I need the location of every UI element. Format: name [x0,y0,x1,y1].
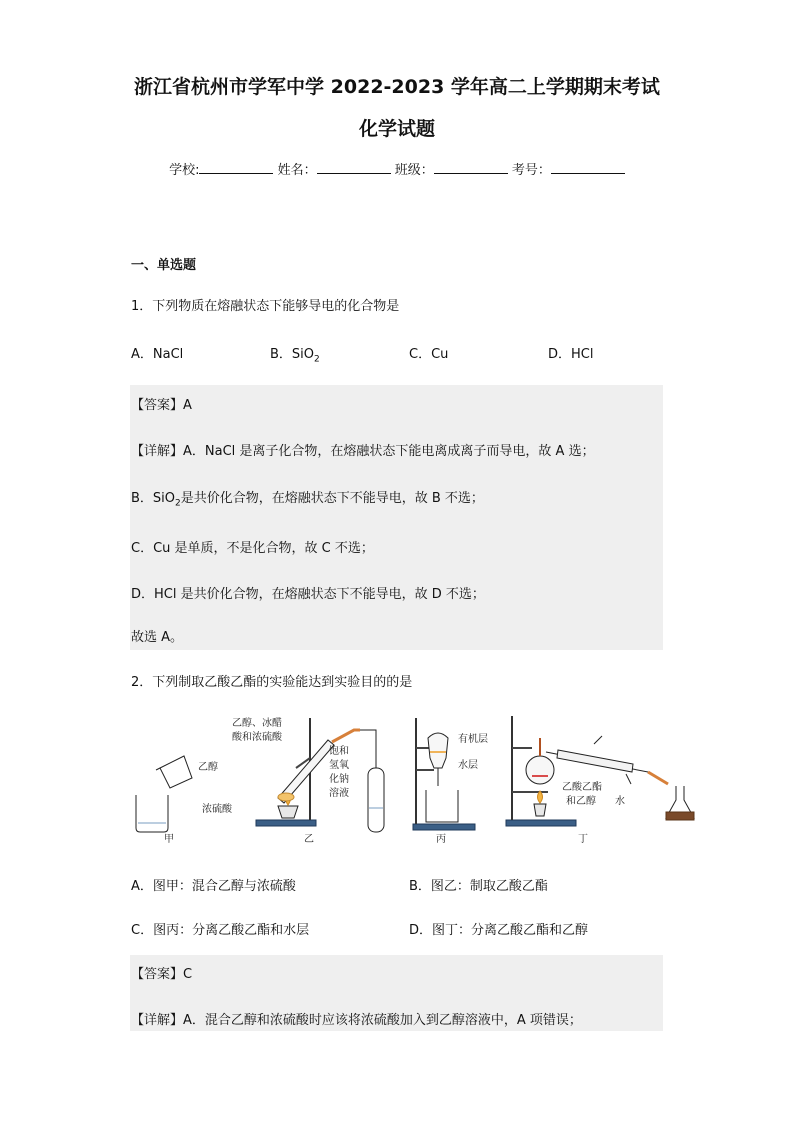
q1-option-d: D．HCl [548,347,594,362]
q1-detail-a: 【详解】A．NaCl 是离子化合物，在熔融状态下能电离成离子而导电，故 A 选； [131,444,595,459]
label-jia: 甲 [164,834,174,845]
q2-option-c: C．图丙：分离乙酸乙酯和水层 [131,923,310,938]
q1-answer-box [130,385,663,650]
label-ester-1: 乙酸乙酯 [562,782,602,793]
section-heading: 一、单选题 [131,258,197,273]
label-bing: 丙 [436,834,446,845]
id-blank[interactable] [551,161,625,174]
label-conc-acid: 浓硫酸 [202,804,232,815]
label-sat-3: 化钠 [329,774,349,785]
q2-answer: 【答案】C [131,967,193,982]
label-ester-2: 和乙醇 [566,796,596,807]
label-yi: 乙 [304,834,314,845]
label-sat-1: 饱和 [329,746,349,757]
label-water: 水 [615,796,625,807]
id-label: 考号： [511,163,551,178]
class-blank[interactable] [434,161,508,174]
apparatus-figure [128,708,720,848]
label-water-layer: 水层 [458,760,478,771]
name-blank[interactable] [317,161,391,174]
q1-stem: 1．下列物质在熔融状态下能够导电的化合物是 [131,299,400,314]
q2-option-d: D．图丁：分离乙酸乙酯和乙醇 [409,923,589,938]
document-title-line1: 浙江省杭州市学军中学 2022-2023 学年高二上学期期末考试 [134,76,660,98]
q1-option-c: C．Cu [409,347,449,362]
school-blank[interactable] [199,161,273,174]
q1-detail-d: D．HCl 是共价化合物，在熔融状态下不能导电，故 D 不选； [131,587,485,602]
q1-answer: 【答案】A [131,398,192,413]
q1-conclusion: 故选 A。 [131,630,184,645]
q1-detail-c: C．Cu 是单质，不是化合物，故 C 不选； [131,541,374,556]
q2-option-b: B．图乙：制取乙酸乙酯 [409,879,548,894]
student-info-row [0,159,794,178]
q1-option-a: A．NaCl [131,347,184,362]
q1-detail-b: B．SiO$_2$是共价化合物，在熔融状态下不能导电，故 B 不选； [131,491,484,509]
label-sat-2: 氢氧 [329,760,349,771]
document-title-line2: 化学试题 [358,118,435,140]
q2-stem: 2．下列制取乙酸乙酯的实验能达到实验目的的是 [131,675,413,690]
figure-ding [506,716,694,826]
label-ding: 丁 [578,834,588,845]
figure-jia [136,756,192,832]
label-mix-1: 乙醇、冰醋 [232,718,282,729]
school-label: 学校: [169,163,200,178]
label-ethanol: 乙醇 [198,762,218,773]
q2-option-a: A．图甲：混合乙醇与浓硫酸 [131,879,296,894]
name-label: 姓名： [277,163,317,178]
class-label: 班级： [394,163,434,178]
label-organic-layer: 有机层 [458,734,488,745]
label-mix-2: 酸和浓硫酸 [232,732,282,743]
q2-detail-a: 【详解】A．混合乙醇和浓硫酸时应该将浓硫酸加入到乙醇溶液中，A 项错误； [131,1013,582,1028]
q1-option-b: B．SiO$_2$ [270,347,320,365]
label-sat-4: 溶液 [329,788,349,799]
